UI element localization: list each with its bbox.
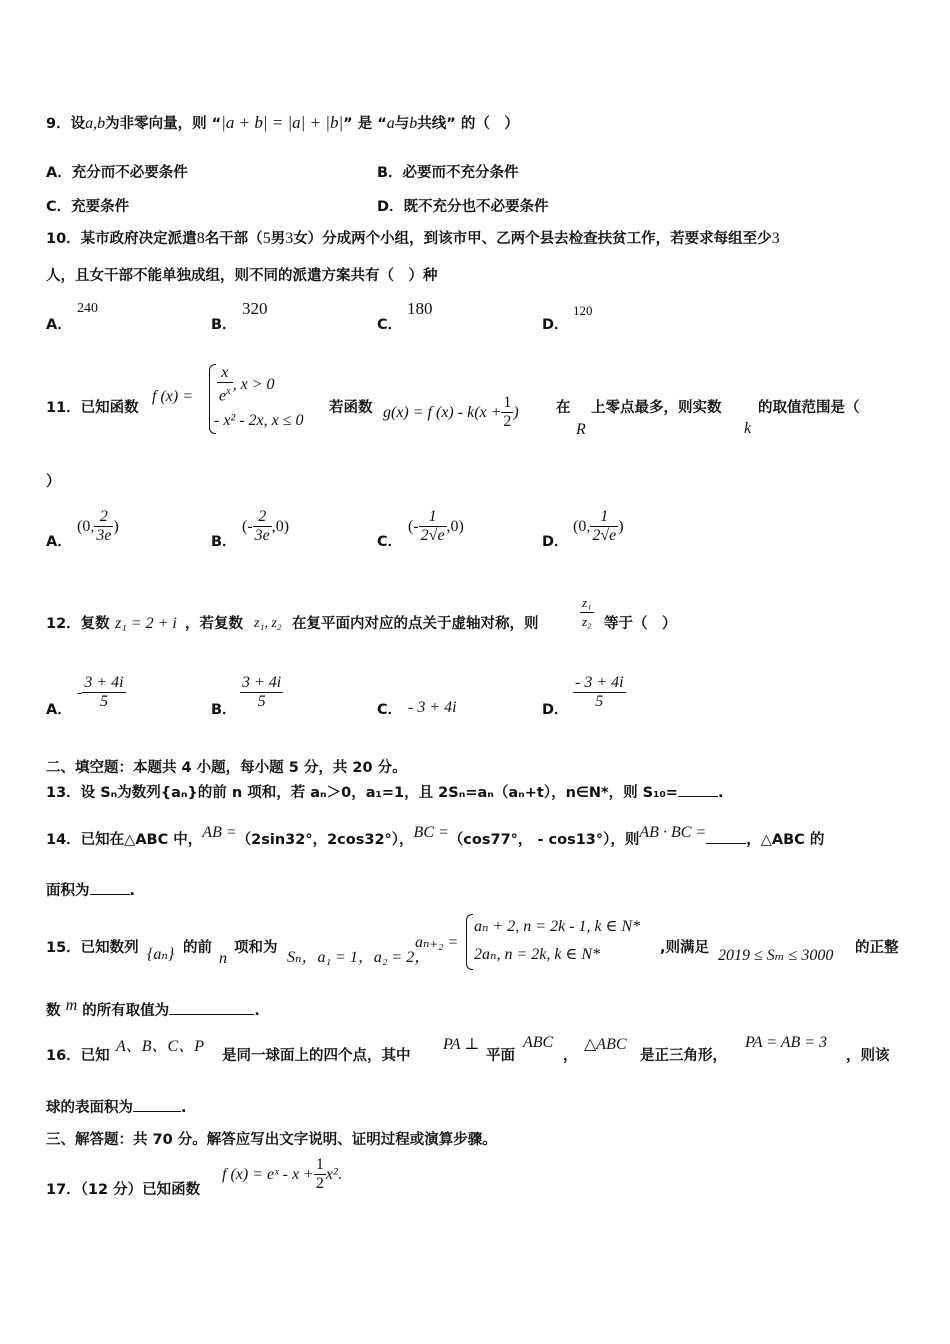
q11-option-d-label: D． — [542, 534, 569, 550]
q11-close: ） — [46, 474, 61, 490]
q12-equals: 等于（ ） — [604, 616, 677, 632]
q16-abc: ABC — [523, 1034, 554, 1051]
q12-prefix: 12．复数 — [46, 616, 110, 632]
q11-g-expr: g(x) = f (x) - k(x + $\frac{1}{2}$ ) — [383, 394, 519, 430]
q12-option-c-label: C． — [377, 702, 403, 718]
q11-R: R — [576, 421, 586, 438]
q15-n: n — [219, 950, 227, 967]
q11-on: 在 — [556, 400, 571, 416]
q11-option-a: (0, $\frac{2}{3e}$ ) — [77, 508, 119, 544]
q12-fraction: $\frac{\text{z₁}}{\text{z₂}}$ — [582, 595, 592, 629]
q15-suffix: 的正整 — [855, 940, 899, 956]
q9-option-c: C．充要条件 — [46, 199, 130, 215]
q11-option-c: (- $\frac{1}{2√e}$ ,0) — [408, 508, 464, 544]
q10-option-d-label: D． — [542, 317, 569, 333]
q11-option-d: (0, $\frac{1}{2√e}$ ) — [573, 508, 624, 544]
q15-sn: Sₙ，a₁ = 1，a₂ = 2， — [287, 949, 431, 966]
q12-z1: z₁ = 2 + i — [115, 615, 177, 632]
q13: 13．设 Sₙ为数列{aₙ}的前 n 项和，若 aₙ＞0，a₁=1，且 2Sₙ=aₙ（aₙ+t），n∈N*，则 S₁₀= . — [46, 782, 723, 803]
q17-prefix: 17．（12 分）已知函数 — [46, 1182, 201, 1198]
q16-triangle: △ABC — [584, 1036, 627, 1053]
q12-text: 在复平面内对应的点关于虚轴对称，则 — [292, 616, 539, 632]
q9-formula: |a + b| = |a| + |b| — [221, 113, 344, 132]
q15-mid1: 的前 — [183, 940, 212, 956]
q12-option-c: - 3 + 4i — [408, 699, 457, 716]
q12-option-b: $\frac{3 + 4i}{5}$ — [242, 674, 282, 710]
q15-case1: aₙ + 2, n = 2k - 1, k ∈ N* — [474, 918, 641, 935]
q16-eq: PA = AB = 3 — [745, 1034, 828, 1051]
q17-function: f (x) = eˣ - x + $\frac{1}{2}$ x². — [222, 1156, 342, 1192]
q11-case1: $\frac{x}{e^x}$ , x > 0 — [219, 364, 275, 405]
q16-pa: PA ⊥ — [443, 1036, 480, 1053]
q10-option-b-value: 320 — [242, 299, 268, 318]
q11-range: 的取值范围是（ — [758, 400, 860, 416]
q11-prefix: 11．已知函数 — [46, 400, 139, 416]
q11-option-b: (- $\frac{2}{3e}$ ,0) — [242, 508, 290, 544]
q16-line2: 球的表面积为 . — [46, 1097, 187, 1118]
q11-mid: 若函数 — [329, 400, 373, 416]
q11-fx: f (x) = — [152, 388, 193, 405]
q12-z1z2: z₁, z₂ — [254, 616, 282, 631]
q15-an2: aₙ₊₂ = — [415, 934, 459, 951]
q14-line1: 14．已知在△ABC 中，AB =（2sin32°，2cos32°），BC =（cos77°， - cos13°），则AB · BC = ，△ABC 的 — [46, 824, 825, 848]
q12-option-a: - $\frac{3 + 4i}{5}$ — [77, 674, 124, 710]
q15-an: {aₙ} — [147, 946, 175, 963]
q12-option-a-label: A． — [46, 702, 72, 718]
q16-prefix: 16．已知 — [46, 1048, 110, 1064]
section3-heading: 三、解答题：共 70 分。解答应写出文字说明、证明过程或演算步骤。 — [46, 1132, 497, 1148]
q14-line2: 面积为 . — [46, 880, 135, 901]
q9-option-a: A．充分而不必要条件 — [46, 165, 188, 181]
q15-piecewise-brace — [466, 914, 473, 970]
q15-case2: 2aₙ, n = 2k, k ∈ N* — [474, 946, 600, 963]
q12-option-d: $\frac{- 3 + 4i}{5}$ — [575, 674, 624, 710]
q9-option-d: D．既不充分也不必要条件 — [377, 199, 549, 215]
q16-suffix: ，则该 — [846, 1048, 890, 1064]
q11-most: 上零点最多，则实数 — [591, 400, 722, 416]
q15-line2: 数 m 的所有取值为 . — [46, 997, 260, 1019]
q10-line1: 10．某市政府决定派遣8名干部（5男3女）分成两个小组，到该市甲、乙两个县去检查扶贫工作，若要求每组至少3 — [46, 230, 780, 247]
q11-case2: - x² - 2x, x ≤ 0 — [214, 412, 304, 429]
q10-option-b-label: B． — [211, 317, 237, 333]
q16-mid2: 是正三角形， — [640, 1048, 727, 1064]
q15-ineq: 2019 ≤ Sₘ ≤ 3000 — [718, 947, 834, 964]
q9-stem: 9．设a,b为非零向量，则 “|a + b| = |a| + |b|” 是 “a与b共线” 的（ ） — [46, 113, 519, 132]
q12-mid: ，若复数 — [185, 616, 243, 632]
q16-comma: ， — [563, 1048, 578, 1064]
q11-option-b-label: B． — [211, 534, 237, 550]
q15-prefix: 15．已知数列 — [46, 940, 139, 956]
q11-option-c-label: C． — [377, 534, 403, 550]
q10-option-c-label: C． — [377, 317, 403, 333]
q10-option-c-value: 180 — [407, 299, 433, 318]
q11-k: k — [744, 420, 752, 437]
q10-option-d-value: 120 — [573, 303, 593, 318]
q15-mid2: 项和为 — [234, 940, 278, 956]
q15-mid3: ,则满足 — [660, 940, 710, 956]
q10-option-a-label: A． — [46, 317, 72, 333]
section2-heading: 二、填空题：本题共 4 小题，每小题 5 分，共 20 分。 — [46, 760, 407, 776]
q12-option-d-label: D． — [542, 702, 569, 718]
q16-mid1: 是同一球面上的四个点，其中 — [222, 1048, 411, 1064]
q10-line2: 人，且女干部不能单独成组，则不同的派遣方案共有（ ）种 — [46, 268, 438, 284]
q12-option-b-label: B． — [211, 702, 237, 718]
q11-option-a-label: A． — [46, 534, 72, 550]
q10-option-a-value: 240 — [77, 301, 98, 316]
q16-plane: 平面 — [486, 1048, 515, 1064]
q16-points: A、B、C、P — [116, 1038, 204, 1055]
q9-option-b: B．必要而不充分条件 — [377, 165, 519, 181]
